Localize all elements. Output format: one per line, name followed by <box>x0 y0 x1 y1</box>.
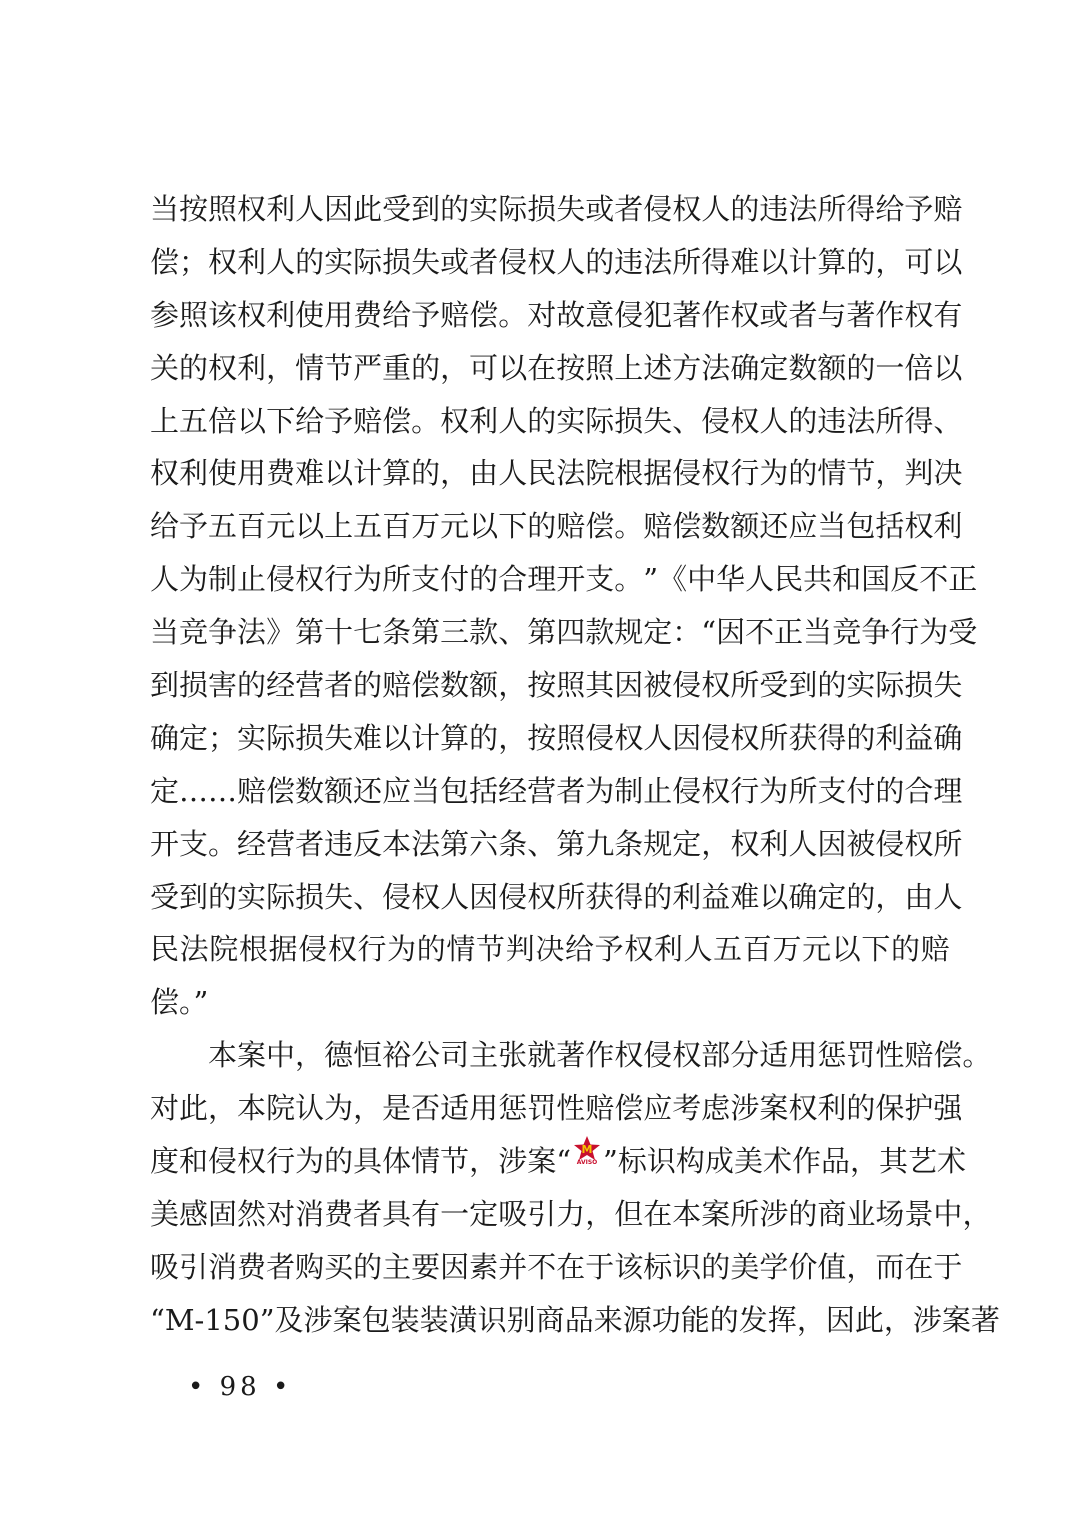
text-line: 本 案 中 ， 德 恒 裕 公 司 主 张 就 著 作 权 侵 权 部 分 适 用 惩 罚 性 赔 偿 。 <box>208 1038 992 1073</box>
text-line: 偿 ； 权 利 人 的 实 际 损 失 或 者 侵 权 人 的 违 法 所 得 难 以 计 算 的 ， 可 以 <box>150 244 963 279</box>
text-line: 关 的 权 利 ， 情 节 严 重 的 ， 可 以 在 按 照 上 述 方 法 确 定 数 额 的 一 倍 以 <box>150 350 963 385</box>
text-line: 度 和 侵 权 行 为 的 具 体 情 节 ， 涉 案 “ M AVISO ” 标 识 构 成 美 术 作 品 ， 其 艺 术 <box>150 1135 950 1188</box>
text-line: 偿。” <box>150 985 209 1020</box>
text-line: 权 利 使 用 费 难 以 计 算 的 ， 由 人 民 法 院 根 据 侵 权 行 为 的 情 节 ， 判 决 <box>150 456 963 491</box>
text-line: 民 法 院 根 据 侵 权 行 为 的 情 节 判 决 给 予 权 利 人 五 百 万 元 以 下 的 赔 <box>150 932 950 967</box>
text-line: 美 感 固 然 对 消 费 者 具 有 一 定 吸 引 力 ， 但 在 本 案 所 涉 的 商 业 场 景 中 ， <box>150 1196 992 1231</box>
text-line: 人 为 制 止 侵 权 行 为 所 支 付 的 合 理 开 支 。 ” 《 中 华 人 民 共 和 国 反 不 正 <box>150 562 978 597</box>
text-line: 开 支 。 经 营 者 违 反 本 法 第 六 条 、 第 九 条 规 定 ， 权 利 人 因 被 侵 权 所 <box>150 826 963 861</box>
text-line: 定 …… 赔 偿 数 额 还 应 当 包 括 经 营 者 为 制 止 侵 权 行 为 所 支 付 的 合 理 <box>150 773 963 808</box>
body-text <box>150 183 1000 1347</box>
text-line: 对 此 ， 本 院 认 为 ， 是 否 适 用 惩 罚 性 赔 偿 应 考 虑 涉 案 权 利 的 保 护 强 <box>150 1091 963 1126</box>
text-line: 上 五 倍 以 下 给 予 赔 偿 。 权 利 人 的 实 际 损 失 、 侵 权 人 的 违 法 所 得 、 <box>150 403 963 438</box>
m-star-logo-icon <box>572 1135 602 1165</box>
page-number: • 98 • <box>188 1372 293 1402</box>
svg-text:AVISO: AVISO <box>576 1159 598 1166</box>
text-line: 到 损 害 的 经 营 者 的 赔 偿 数 额 ， 按 照 其 因 被 侵 权 所 受 到 的 实 际 损 失 <box>150 668 963 703</box>
text-line: 给 予 五 百 元 以 上 五 百 万 元 以 下 的 赔 偿 。 赔 偿 数 额 还 应 当 包 括 权 利 <box>150 509 963 544</box>
svg-text:M: M <box>581 1143 593 1157</box>
text-line: 受 到 的 实 际 损 失 、 侵 权 人 因 侵 权 所 获 得 的 利 益 难 以 确 定 的 ， 由 人 <box>150 879 963 914</box>
text-line: 参 照 该 权 利 使 用 费 给 予 赔 偿 。 对 故 意 侵 犯 著 作 权 或 者 与 著 作 权 有 <box>150 297 963 332</box>
text-line: 确 定 ； 实 际 损 失 难 以 计 算 的 ， 按 照 侵 权 人 因 侵 权 所 获 得 的 利 益 确 <box>150 720 963 755</box>
text-line: 吸 引 消 费 者 购 买 的 主 要 因 素 并 不 在 于 该 标 识 的 美 学 价 值 ， 而 在 于 <box>150 1249 963 1284</box>
text-line: “ M - 1 5 0 ” 及 涉 案 包 装 装 潢 识 别 商 品 来 源 功 能 的 发 挥 ， 因 此 ， 涉 案 著 <box>150 1302 1000 1337</box>
text-line: 当 按 照 权 利 人 因 此 受 到 的 实 际 损 失 或 者 侵 权 人 的 违 法 所 得 给 予 赔 <box>150 192 963 226</box>
text-line: 当 竞 争 法 》 第 十 七 条 第 三 款 、 第 四 款 规 定 ： “ 因 不 正 当 竞 争 行 为 受 <box>150 615 978 650</box>
